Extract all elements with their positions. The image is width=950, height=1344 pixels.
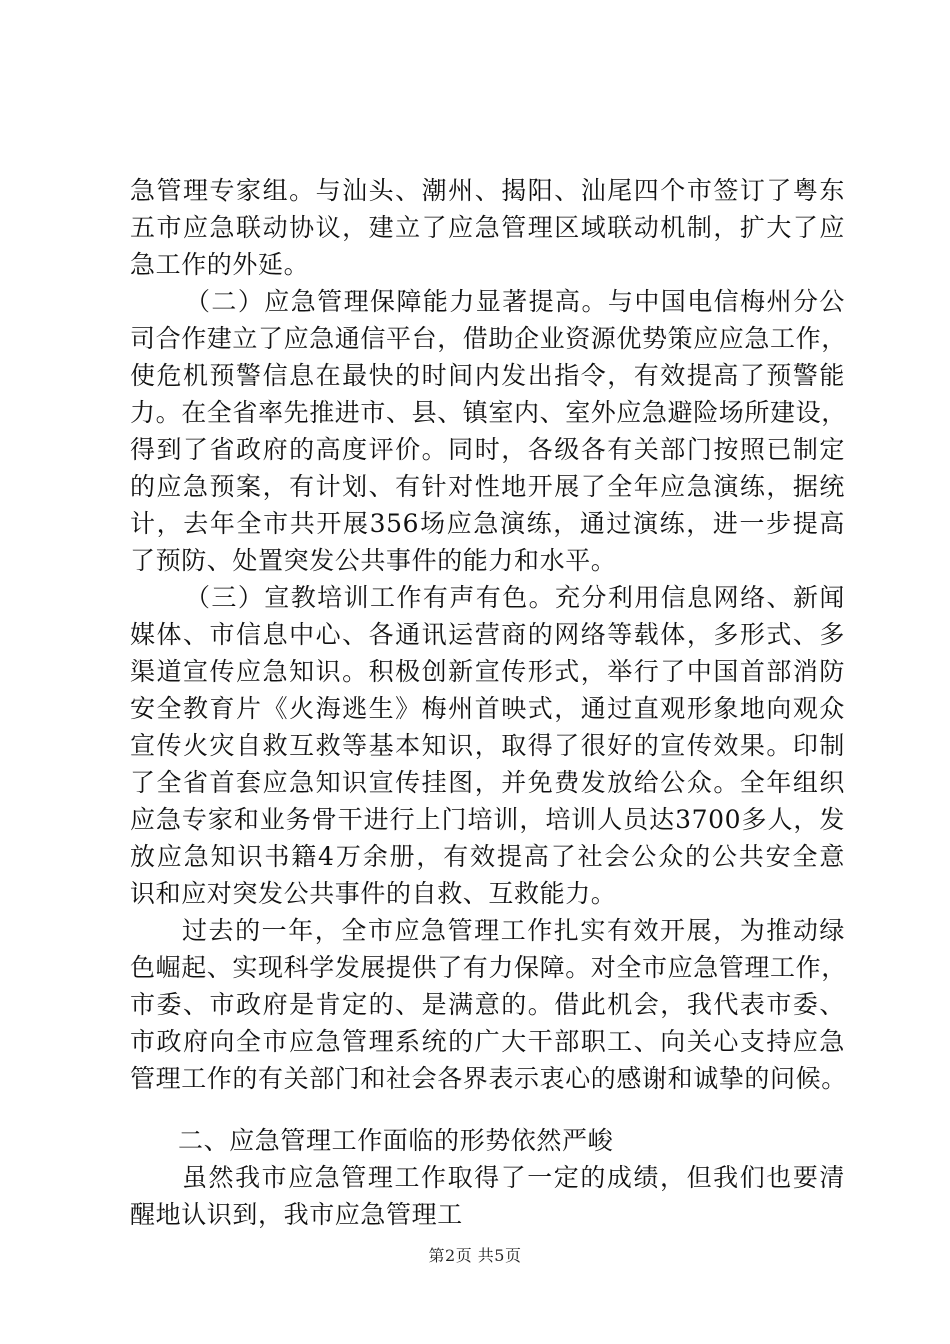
text-line: 使危机预警信息在最快的时间内发出指令，有效提高了预警能 [130,361,845,390]
text-line: 管理工作的有关部门和社会各界表示衷心的感谢和诚挚的问候。 [130,1064,847,1093]
text-line: 急管理专家组。与汕头、潮州、揭阳、汕尾四个市签订了粤东 [130,176,845,205]
page-number-footer: 第2页 共5页 [428,1246,522,1265]
text-line: 了预防、处置突发公共事件的能力和水平。 [130,546,617,575]
text-line: 安全教育片《火海逃生》梅州首映式，通过直观形象地向观众 [130,694,845,723]
text-line: 醒地认识到，我市应急管理工 [130,1200,463,1229]
text-line: 司合作建立了应急通信平台，借助企业资源优势策应应急工作， [130,324,847,353]
text-line: 力。在全省率先推进市、县、镇室内、室外应急避险场所建设， [130,398,847,427]
text-line: 虽然我市应急管理工作取得了一定的成绩，但我们也要清 [182,1163,845,1192]
text-line: 了全省首套应急知识宣传挂图，并免费发放给公众。全年组织 [130,768,845,797]
text-line: 急工作的外延。 [130,250,310,279]
text-line: 色崛起、实现科学发展提供了有力保障。对全市应急管理工作， [130,953,847,982]
text-line: 计，去年全市共开展356场应急演练，通过演练，进一步提高 [130,509,845,538]
text-line: （三）宣教培训工作有声有色。充分利用信息网络、新闻 [185,583,845,612]
text-line: 渠道宣传应急知识。积极创新宣传形式，举行了中国首部消防 [130,657,845,686]
text-line: 五市应急联动协议，建立了应急管理区域联动机制，扩大了应 [130,213,845,242]
text-line: 识和应对突发公共事件的自救、互救能力。 [130,879,617,908]
text-line: （二）应急管理保障能力显著提高。与中国电信梅州分公 [185,287,845,316]
text-line: 市委、市政府是肯定的、是满意的。借此机会，我代表市委、 [130,990,845,1019]
text-line: 得到了省政府的高度评价。同时，各级各有关部门按照已制定 [130,435,845,464]
text-line: 市政府向全市应急管理系统的广大干部职工、向关心支持应急 [130,1027,845,1056]
text-line: 过去的一年，全市应急管理工作扎实有效开展，为推动绿 [182,916,845,945]
section-heading: 二、应急管理工作面临的形势依然严峻 [178,1126,614,1155]
text-line: 媒体、市信息中心、各通讯运营商的网络等载体，多形式、多 [130,620,845,649]
text-line: 的应急预案，有计划、有针对性地开展了全年应急演练，据统 [130,472,845,501]
text-line: 应急专家和业务骨干进行上门培训，培训人员达3700多人，发 [130,805,845,834]
text-line: 放应急知识书籍4万余册，有效提高了社会公众的公共安全意 [130,842,845,871]
text-line: 宣传火灾自救互救等基本知识，取得了很好的宣传效果。印制 [130,731,845,760]
